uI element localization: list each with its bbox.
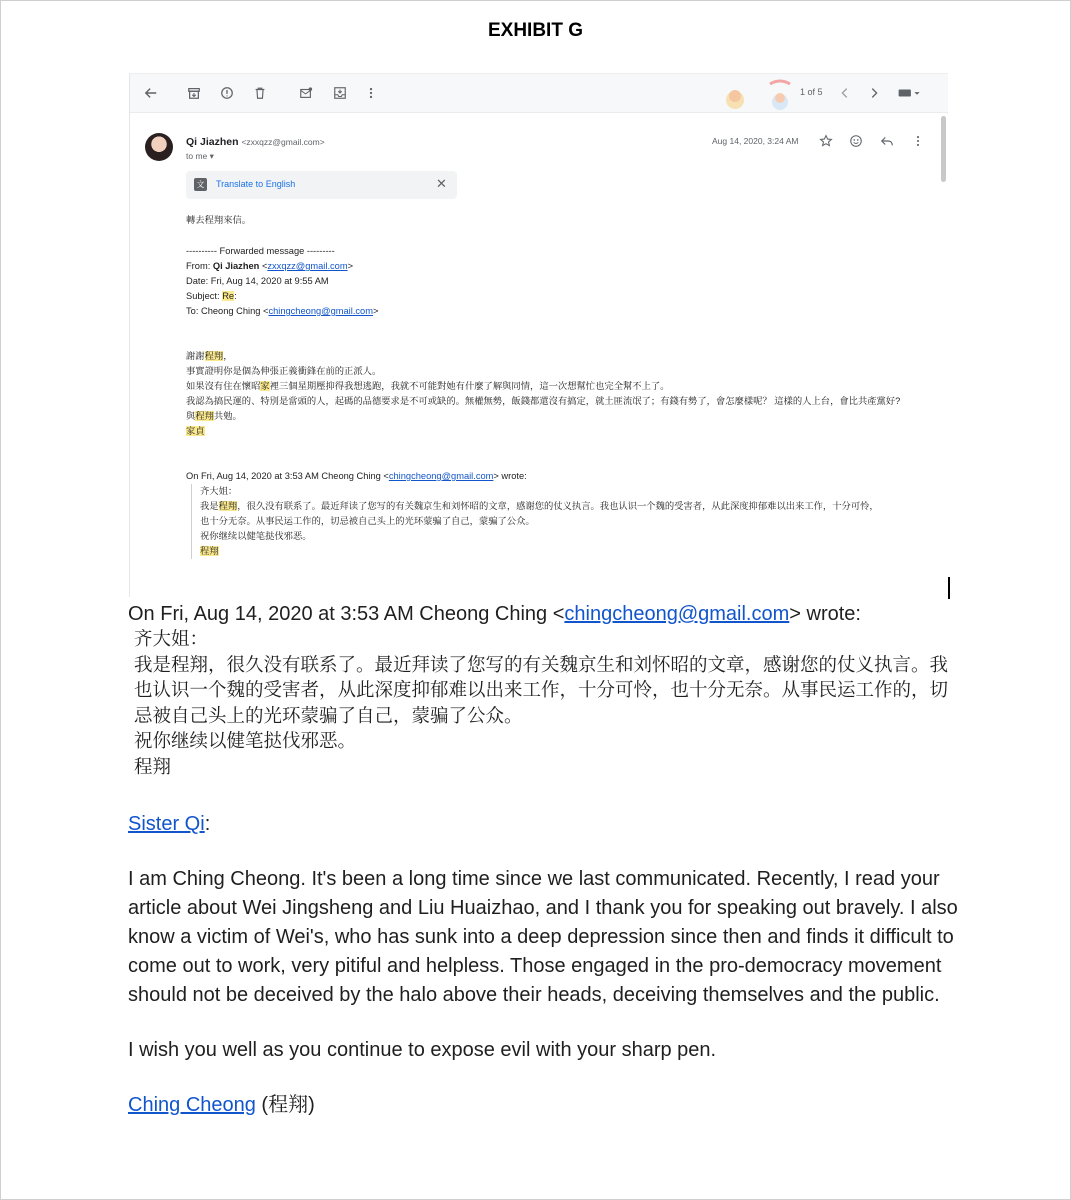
spacer: [186, 319, 936, 349]
scrollbar[interactable]: [941, 116, 946, 182]
greeting-suffix: :: [204, 813, 211, 835]
transcript-header-text: On Fri, Aug 14, 2020 at 3:53 AM Cheong Ching <: [128, 603, 565, 625]
to-suffix: >: [372, 306, 379, 316]
forward-header: ---------- Forwarded message ---------: [186, 246, 335, 256]
delete-icon[interactable]: [252, 85, 268, 101]
star-icon[interactable]: [819, 134, 833, 148]
reply-line-6: [186, 424, 936, 439]
quote-email-link[interactable]: chingcheong@gmail.com: [388, 471, 494, 481]
archive-icon[interactable]: [186, 85, 202, 101]
from-prefix: From:: [186, 261, 213, 271]
pager-label: 1 of 5: [800, 87, 823, 97]
date-line: Date: Fri, Aug 14, 2020 at 9:55 AM: [186, 276, 329, 286]
sender-name-text: Qi Jiazhen: [186, 136, 239, 148]
quote-text: ，很久没有联系了。最近拜读了您写的有关魏京生和刘怀昭的文章，感谢您的仗义执言。我也认识一个魏的受害者，从此深度抑郁难以出来工作，十分可怜，: [237, 501, 879, 511]
signature: [128, 1091, 958, 1120]
to-email-link[interactable]: chingcheong@gmail.com: [268, 306, 373, 316]
reply-icon[interactable]: [880, 134, 894, 148]
highlight-signature: 家貞: [186, 426, 205, 436]
transcript-line-1: 齐大姐：: [134, 629, 209, 650]
highlight-name: 程翔: [204, 351, 224, 361]
subject-value: Re: [222, 291, 235, 301]
reply-text: 與: [186, 411, 196, 421]
from-line: From: Qi Jiazhen <zxxqzz@gmail.com>: [186, 261, 354, 271]
from-email-link[interactable]: zxxqzz@gmail.com: [267, 261, 348, 271]
greeting: [128, 810, 958, 839]
quote-text: 我是: [200, 501, 219, 511]
reply-line-3: [186, 379, 936, 394]
translate-bar: [186, 171, 457, 199]
highlight-word: 家: [260, 381, 270, 391]
highlight-signature: 程翔: [200, 546, 219, 556]
translate-button[interactable]: Translate to English: [216, 179, 296, 189]
mark-unread-icon[interactable]: [298, 85, 314, 101]
reply-line-1: [186, 349, 936, 364]
next-chevron-icon[interactable]: [866, 85, 882, 101]
spacer: [186, 228, 936, 244]
recipient-label: to me: [186, 151, 208, 161]
more-vert-icon[interactable]: [363, 85, 379, 101]
exhibit-title: EXHIBIT G: [487, 20, 583, 41]
prev-chevron-icon[interactable]: [837, 85, 853, 101]
reply-text: 裡三個星期壓抑得我想逃跑，我就不可能對她有什麼了解與同情，這一次想幫忙也完全幫不上了。: [269, 381, 670, 391]
reply-text: 謝謝: [186, 351, 205, 361]
to-prefix: To: Cheong Ching <: [186, 306, 269, 316]
highlight-name: 程翔: [195, 411, 214, 421]
move-to-icon[interactable]: [332, 85, 348, 101]
quoted-message: [191, 484, 936, 559]
reply-text: ，: [223, 351, 233, 361]
spacer: [186, 439, 936, 469]
sender-name: [186, 136, 325, 148]
reply-text: 共勉。: [213, 411, 242, 421]
text-cursor: [948, 577, 950, 599]
email-body: [186, 213, 936, 559]
email-date: Aug 14, 2020, 3:24 AM: [712, 136, 799, 146]
transcript: [128, 602, 958, 1120]
signature-link[interactable]: Ching Cheong: [128, 1094, 256, 1116]
quote-intro: [186, 469, 936, 484]
from-name: Qi Jiazhen: [212, 261, 260, 271]
reply-line-4: 我認為搞民運的、特別是當頭的人，起碼的品德要求是不可或缺的。無權無勢，飯錢都還沒有搞定，就土匪流氓了；有錢有勢了，會怎麼樣呢？ 這樣的人上台，會比共產黨好?: [186, 396, 901, 406]
sender-email: <zxxqzz@gmail.com>: [241, 137, 325, 147]
subject-suffix: :: [234, 291, 237, 301]
report-spam-icon[interactable]: [219, 85, 235, 101]
reply-line-2: 事實證明你是個為伸張正義衝鋒在前的正派人。: [186, 366, 382, 376]
email-screenshot: [129, 73, 948, 597]
quote-line-2: [200, 499, 936, 514]
greeting-link[interactable]: Sister Qi: [128, 813, 205, 835]
intro-line: 轉去程翔來信。: [186, 215, 252, 225]
to-line: [186, 304, 936, 319]
quote-line-1: 齐大姐：: [200, 486, 238, 496]
subject-prefix: Subject:: [186, 291, 223, 301]
transcript-header-text: > wrote:: [789, 603, 861, 625]
transcript-email-link[interactable]: chingcheong@gmail.com: [564, 603, 790, 625]
transcript-line-2: 我是程翔，很久没有联系了。最近拜读了您写的有关魏京生和刘怀昭的文章，感谢您的仗义执言。我也认识一个魏的受害者，从此深度抑郁难以出来工作，十分可怜，也十分无奈。从事民运工作的，切忌被自己头上的光环蒙骗了自己，蒙骗了公众。: [134, 654, 949, 727]
quote-line-3: 也十分无奈。从事民运工作的，切忌被自己头上的光环蒙骗了自己，蒙骗了公众。: [200, 516, 535, 526]
subject-line: [186, 289, 936, 304]
translation-wish: I wish you well as you continue to expose evil with your sharp pen.: [128, 1039, 717, 1061]
back-arrow-icon[interactable]: [143, 85, 159, 101]
translation-body: I am Ching Cheong. It's been a long time since we last communicated. Recently, I read your article about Wei Jingsheng and Liu Huaizhao, and I thank you for speaking out bravely. I also know a victim of Wei's, who has sunk into a deep depression since then and finds it difficult to come out to work, very pitiful and helpless. Those engaged in the pro-democracy movement should not be deceived by the halo above their heads, deceiving themselves and the public.: [128, 868, 958, 1006]
emoji-icon[interactable]: [849, 134, 863, 148]
quote-line-5: [200, 544, 936, 559]
transcript-line-3: 祝你继续以健笔挞伐邪恶。: [134, 731, 357, 752]
translate-icon: 文: [194, 178, 207, 191]
transcript-quote-body: [128, 627, 958, 780]
email-toolbar: [130, 74, 948, 113]
reply-line-5: [186, 409, 936, 424]
quote-intro-text: On Fri, Aug 14, 2020 at 3:53 AM Cheong Ching <: [186, 471, 389, 481]
header-more-vert-icon[interactable]: [911, 134, 925, 148]
transcript-quote-header: [128, 602, 958, 627]
recipient-dropdown[interactable]: [186, 151, 214, 162]
keyboard-icon[interactable]: [896, 85, 924, 101]
quote-line-4: 祝你继续以健笔挞伐邪恶。: [200, 531, 312, 541]
signature-suffix: (程翔): [255, 1094, 315, 1116]
quote-intro-text: > wrote:: [493, 471, 527, 481]
close-icon[interactable]: ✕: [436, 176, 447, 191]
avatar: [145, 133, 173, 161]
transcript-line-4: 程翔: [134, 756, 172, 778]
reply-text: 如果沒有住在懷昭: [186, 381, 261, 391]
highlight-name: 程翔: [218, 501, 238, 511]
chevron-down-icon[interactable]: ▾: [209, 151, 214, 161]
